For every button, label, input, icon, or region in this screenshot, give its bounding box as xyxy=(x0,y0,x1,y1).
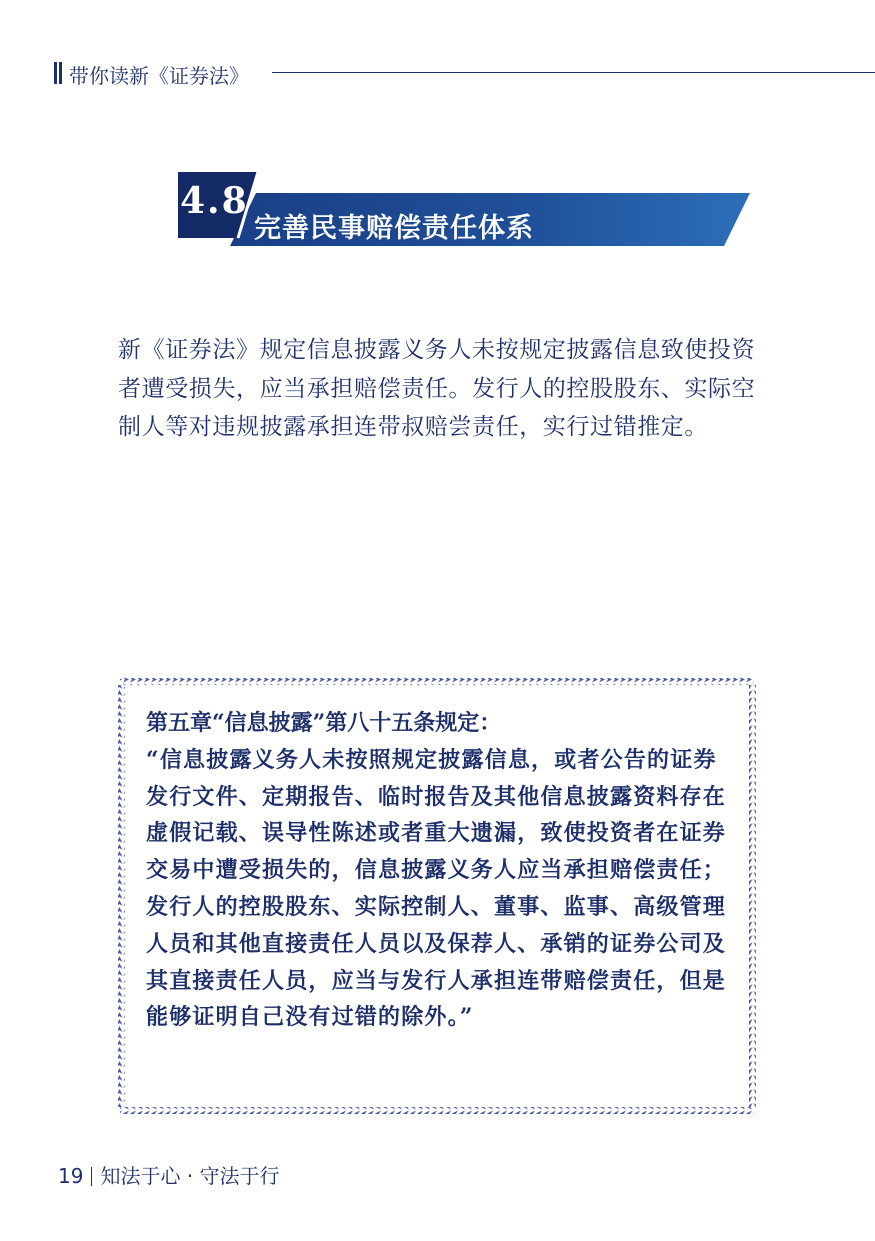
section-banner xyxy=(176,172,756,252)
footer-slogan: 知法于心 · 守法于行 xyxy=(100,1164,280,1188)
page-footer xyxy=(58,1160,280,1189)
body-paragraph: 新《证券法》规定信息披露义务人未按规定披露信息致使投资者遭受损失，应当承担赔偿责任。发行人的控股股东、实际空制人等对违规披露承担连带叔赔尝责任，实行过错推定。 xyxy=(118,337,756,440)
footer-separator xyxy=(91,1167,92,1186)
header-title: 带你读新《证券法》 xyxy=(69,64,249,88)
quote-heading: 第五章“信息披露”第八十五条规定： xyxy=(146,710,502,736)
section-number: 4.8 xyxy=(180,180,249,222)
page-number: 19 xyxy=(58,1164,84,1188)
running-header xyxy=(54,58,875,88)
quote-text: “信息披露义务人未按照规定披露信息，或者公告的证券发行文件、定期报告、临时报告及其他信息披露资料存在虚假记载、误导性陈述或者重大遗漏，致使投资者在证券交易中遭受损失的，信息披露义务人应当承担赔偿责任；发行人的控股股东、实际控制人、董事、监事、高级管理人员和其他直接责任人员以及保荐人、承销的证券公司及其直接责任人员，应当与发行人承担连带赔偿责任，但是能够证明自己没有过错的除外。” xyxy=(146,746,727,1031)
section-title: 完善民事赔偿责任体系 xyxy=(254,213,534,244)
quote-content xyxy=(146,705,731,1036)
header-rule xyxy=(272,72,875,73)
header-bar-icon xyxy=(54,62,61,84)
law-quote-box xyxy=(116,676,758,1116)
